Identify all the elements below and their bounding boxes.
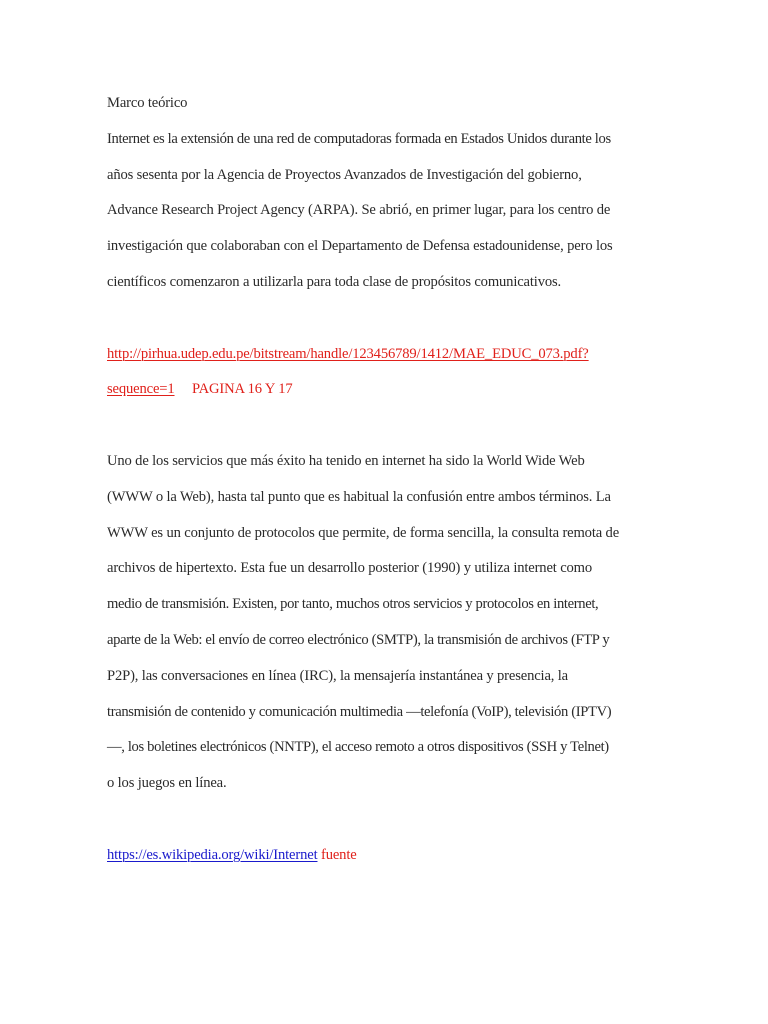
paragraph-line: Internet es la extensión de una red de computadoras formada en Estados Unidos durante los: [107, 130, 611, 147]
paragraph-line: o los juegos en línea.: [107, 775, 227, 792]
paragraph-line: medio de transmisión. Existen, por tanto, muchos otros servicios y protocolos en internet,: [107, 596, 599, 613]
source-citation-wikipedia: [107, 838, 667, 874]
section-heading: Marco teórico: [107, 95, 188, 111]
paragraph-spacer: [107, 802, 667, 838]
paragraph-line: aparte de la Web: el envío de correo electrónico (SMTP), la transmisión de archivos (FTP y: [107, 631, 610, 648]
paragraph-line: (WWW o la Web), hasta tal punto que es habitual la confusión entre ambos términos. La: [107, 488, 611, 505]
wikipedia-internet-link[interactable]: https://es.wikipedia.org/wiki/Internet: [107, 846, 318, 863]
source-citation-pirhua: [107, 337, 667, 409]
paragraph-line: científicos comenzaron a utilizarla para toda clase de propósitos comunicativos.: [107, 273, 562, 290]
source-label: fuente: [320, 846, 357, 863]
paragraph-line: transmisión de contenido y comunicación multimedia —telefonía (VoIP), televisión (IPTV): [107, 703, 612, 720]
paragraph-line: archivos de hipertexto. Esta fue un desarrollo posterior (1990) y utiliza internet como: [107, 560, 593, 577]
paragraph-line: P2P), las conversaciones en línea (IRC), la mensajería instantánea y presencia, la: [107, 667, 569, 684]
paragraph-internet-origin: [107, 122, 667, 301]
paragraph-spacer: [107, 301, 667, 337]
paragraph-line: Uno de los servicios que más éxito ha tenido en internet ha sido la World Wide Web: [107, 452, 585, 469]
paragraph-line: Advance Research Project Agency (ARPA). Se abrió, en primer lugar, para los centro de: [107, 202, 611, 219]
document-body: [107, 86, 667, 874]
pirhua-pdf-link[interactable]: http://pirhua.udep.edu.pe/bitstream/handle/123456789/1412/MAE_EDUC_073.pdf?: [107, 345, 589, 362]
pirhua-pdf-link-continuation[interactable]: sequence=1: [107, 381, 175, 398]
paragraph-line: años sesenta por la Agencia de Proyectos Avanzados de Investigación del gobierno,: [107, 166, 582, 183]
paragraph-spacer: [107, 408, 667, 444]
paragraph-line: WWW es un conjunto de protocolos que permite, de forma sencilla, la consulta remota de: [107, 524, 620, 541]
paragraph-line: investigación que colaboraban con el Departamento de Defensa estadounidense, pero los: [107, 238, 613, 255]
page-reference-note: PAGINA 16 Y 17: [192, 381, 293, 398]
paragraph-www-services: [107, 444, 667, 802]
paragraph-line: —, los boletines electrónicos (NNTP), el acceso remoto a otros dispositivos (SSH y Telnet): [107, 739, 609, 756]
